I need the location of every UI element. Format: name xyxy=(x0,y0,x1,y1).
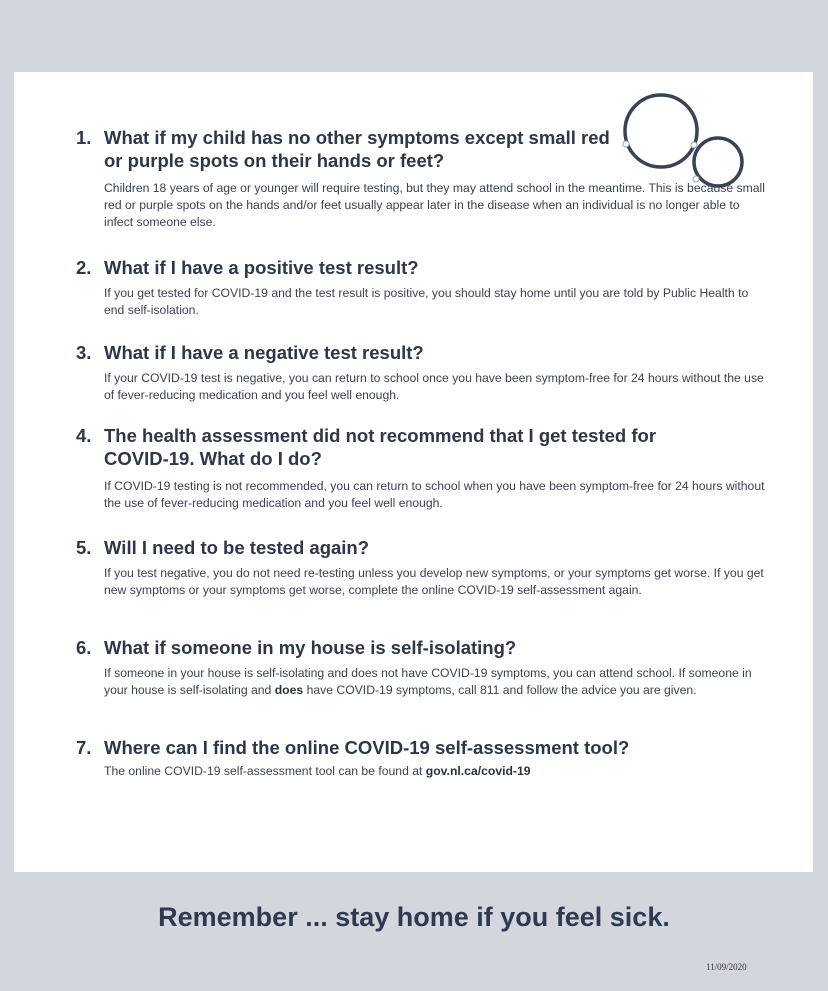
faq-question: Will I need to be tested again? xyxy=(104,537,370,558)
faq-number: 7. xyxy=(76,737,92,758)
faq-answer-text: The online COVID-19 self-assessment tool can be found at xyxy=(104,764,423,778)
faq-number: 6. xyxy=(76,637,92,658)
faq-item-3 xyxy=(76,341,766,404)
faq-answer: If you get tested for COVID-19 and the test result is positive, you should stay home until you are told by Public Health to end self-isolation. xyxy=(104,286,749,317)
faq-question: What if I have a negative test result? xyxy=(104,342,424,363)
faq-question: Where can I find the online COVID-19 self-assessment tool? xyxy=(104,737,630,758)
faq-number: 1. xyxy=(76,127,92,148)
faq-item-7 xyxy=(76,736,766,780)
faq-card xyxy=(14,72,813,872)
faq-item-6 xyxy=(76,636,766,699)
faq-question: What if I have a positive test result? xyxy=(104,257,419,278)
faq-answer xyxy=(104,665,766,699)
faq-answer: If COVID-19 testing is not recommended, you can return to school when you have been symptom-free for 24 hours without the use of fever-reducing medication and you feel well enough. xyxy=(104,479,765,510)
faq-answer: If your COVID-19 test is negative, you can return to school once you have been symptom-free for 24 hours without the use of fever-reducing medication and you feel well enough. xyxy=(104,371,764,402)
faq-answer-emphasis: does xyxy=(274,683,304,697)
faq-number: 5. xyxy=(76,537,92,558)
faq-item-2 xyxy=(76,256,766,319)
faq-item-4 xyxy=(76,424,766,512)
faq-number: 2. xyxy=(76,257,92,278)
faq-item-1 xyxy=(76,126,766,231)
header-band xyxy=(0,0,828,72)
document-date: 11/09/2020 xyxy=(706,962,747,972)
faq-item-5 xyxy=(76,536,766,599)
remember-banner: Remember ... stay home if you feel sick. xyxy=(158,902,670,932)
faq-question: The health assessment did not recommend that I get tested for COVID-19. What do I do? xyxy=(104,425,657,469)
faq-question: What if my child has no other symptoms except small red or purple spots on their hands or feet? xyxy=(104,127,610,171)
faq-answer-text: have COVID-19 symptoms, call 811 and follow the advice you are given. xyxy=(306,683,697,697)
footer-band xyxy=(0,872,828,991)
faq-question: What if someone in my house is self-isolating? xyxy=(104,637,517,658)
covid-link[interactable]: gov.nl.ca/covid-19 xyxy=(425,764,531,778)
faq-number: 3. xyxy=(76,342,92,363)
faq-answer: If you test negative, you do not need re-testing unless you develop new symptoms, or your symptoms get worse. If you get new symptoms or your symptoms get worse, complete the online COVID-19 self-assessment again. xyxy=(104,566,764,597)
faq-answer xyxy=(104,763,766,780)
faq-answer: Children 18 years of age or younger will require testing, but they may attend school in the meantime. This is because small red or purple spots on the hands and/or feet usually appear later in the disease when an individual is no longer able to infect someone else. xyxy=(104,181,765,229)
faq-answer-text: If someone in your house is self-isolating and does not have COVID-19 symptoms, you can attend school. If someone in your house is self-isolating and xyxy=(104,666,752,697)
faq-number: 4. xyxy=(76,425,92,446)
